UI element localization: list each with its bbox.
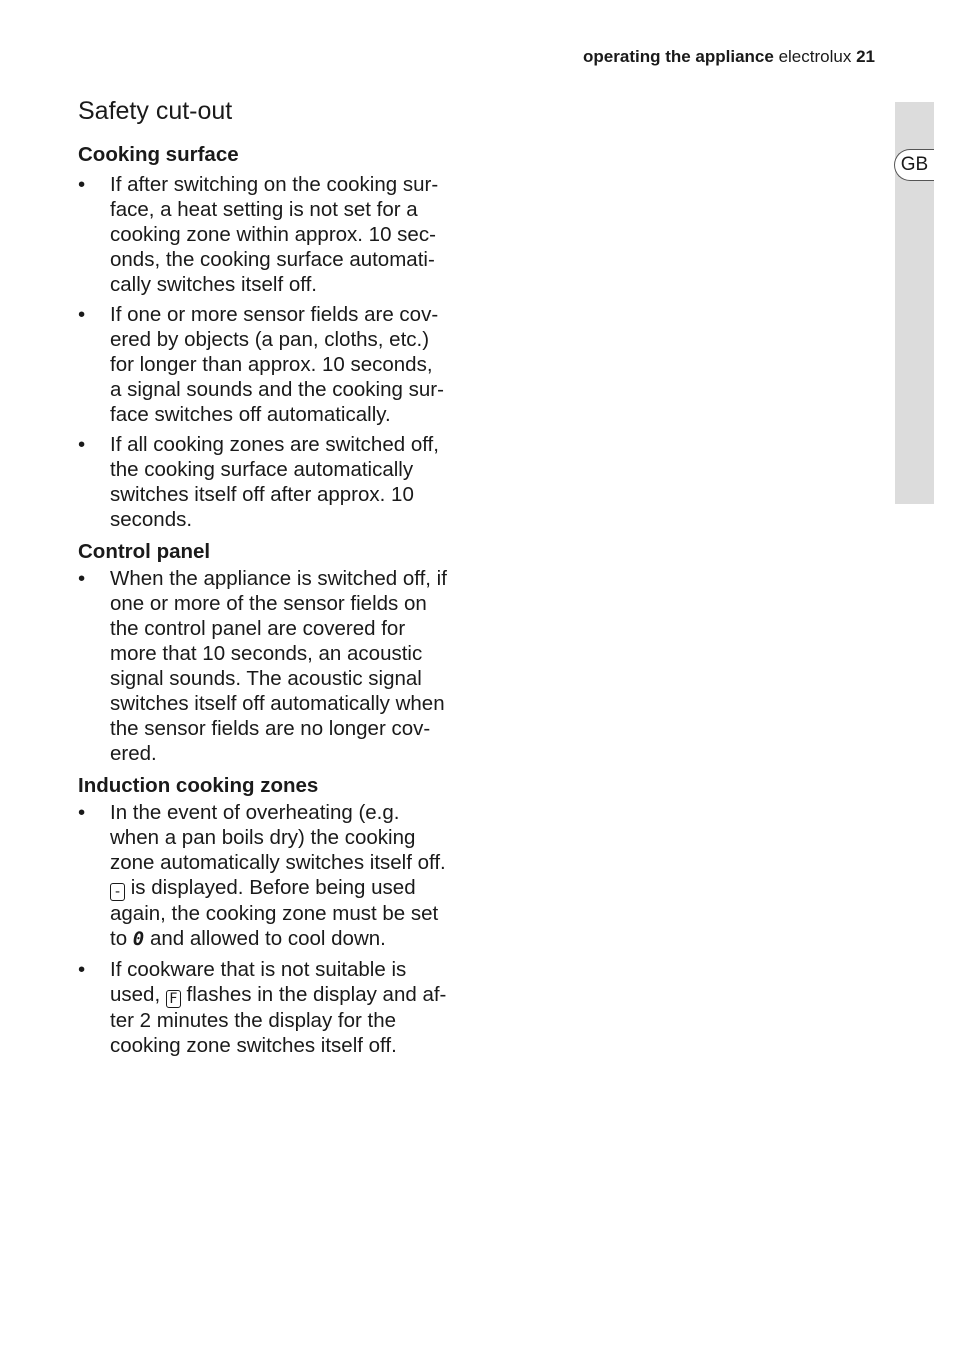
text-line: again, the cooking zone must be set: [110, 902, 439, 925]
text-line: If cookware that is not suitable is: [110, 958, 407, 981]
bullet-icon: •: [78, 433, 86, 456]
text-line: onds, the cooking surface automati-: [110, 248, 435, 271]
text-line: more that 10 seconds, an acoustic: [110, 642, 423, 665]
text-line: ered.: [110, 742, 157, 765]
language-badge: GB: [894, 149, 934, 181]
text-line: for longer than approx. 10 seconds,: [110, 353, 433, 376]
text-line: seconds.: [110, 508, 193, 531]
text-line: In the event of overheating (e.g.: [110, 801, 400, 824]
text-line: when a pan boils dry) the cooking: [110, 826, 416, 849]
text-line: cally switches itself off.: [110, 273, 317, 296]
f-display-symbol-icon: F: [166, 990, 181, 1008]
section-heading-induction-cooking-zones: Induction cooking zones: [78, 774, 319, 797]
text-line: ter 2 minutes the display for the: [110, 1009, 397, 1032]
control-panel-list: [78, 566, 468, 766]
list-item: [78, 172, 468, 297]
text-line: cooking zone within approx. 10 sec-: [110, 223, 436, 246]
text-line: cooking zone switches itself off.: [110, 1034, 397, 1057]
list-item: [78, 800, 468, 952]
text-line: zone automatically switches itself off.: [110, 851, 446, 874]
page-title: Safety cut-out: [78, 97, 233, 125]
list-item: [78, 432, 468, 532]
text-line: [110, 875, 468, 901]
text-line: a signal sounds and the cooking sur-: [110, 378, 444, 401]
header-section-title: operating the appliance: [583, 47, 774, 66]
header-brand: electrolux: [778, 47, 852, 66]
list-item: [78, 302, 468, 427]
bullet-icon: •: [78, 567, 86, 590]
section-heading-cooking-surface: Cooking surface: [78, 143, 239, 166]
main-content: [78, 96, 468, 1063]
text-line: the control panel are covered for: [110, 617, 406, 640]
text-line: [110, 926, 468, 952]
text-line: one or more of the sensor fields on: [110, 592, 427, 615]
induction-zones-list: [78, 800, 468, 1058]
text-fragment: used,: [110, 983, 166, 1006]
bullet-icon: •: [78, 303, 86, 326]
page-number: 21: [856, 47, 875, 66]
text-line: If after switching on the cooking sur-: [110, 173, 439, 196]
text-fragment: is displayed. Before being used: [125, 876, 416, 899]
section-heading-control-panel: Control panel: [78, 540, 211, 563]
text-line: signal sounds. The acoustic signal: [110, 667, 422, 690]
text-fragment: to: [110, 927, 133, 950]
running-header: [583, 47, 875, 67]
text-line: If all cooking zones are switched off,: [110, 433, 439, 456]
text-line: switches itself off automatically when: [110, 692, 445, 715]
text-fragment: flashes in the display and af-: [180, 983, 447, 1006]
text-line: ered by objects (a pan, cloths, etc.): [110, 328, 430, 351]
text-line: switches itself off after approx. 10: [110, 483, 414, 506]
text-line: When the appliance is switched off, if: [110, 567, 447, 590]
text-line: the sensor fields are no longer cov-: [110, 717, 431, 740]
text-line: the cooking surface automatically: [110, 458, 414, 481]
text-fragment: and allowed to cool down.: [144, 927, 386, 950]
bullet-icon: •: [78, 173, 86, 196]
text-line: face, a heat setting is not set for a: [110, 198, 418, 221]
dash-display-symbol-icon: -: [110, 883, 125, 901]
cooking-surface-list: [78, 172, 468, 532]
bullet-icon: •: [78, 801, 86, 824]
list-item: [78, 566, 468, 766]
text-line: [110, 982, 468, 1008]
text-line: If one or more sensor fields are cov-: [110, 303, 439, 326]
bullet-icon: •: [78, 958, 86, 981]
list-item: [78, 957, 468, 1058]
text-line: face switches off automatically.: [110, 403, 391, 426]
zero-display-symbol-icon: 0: [132, 928, 145, 950]
